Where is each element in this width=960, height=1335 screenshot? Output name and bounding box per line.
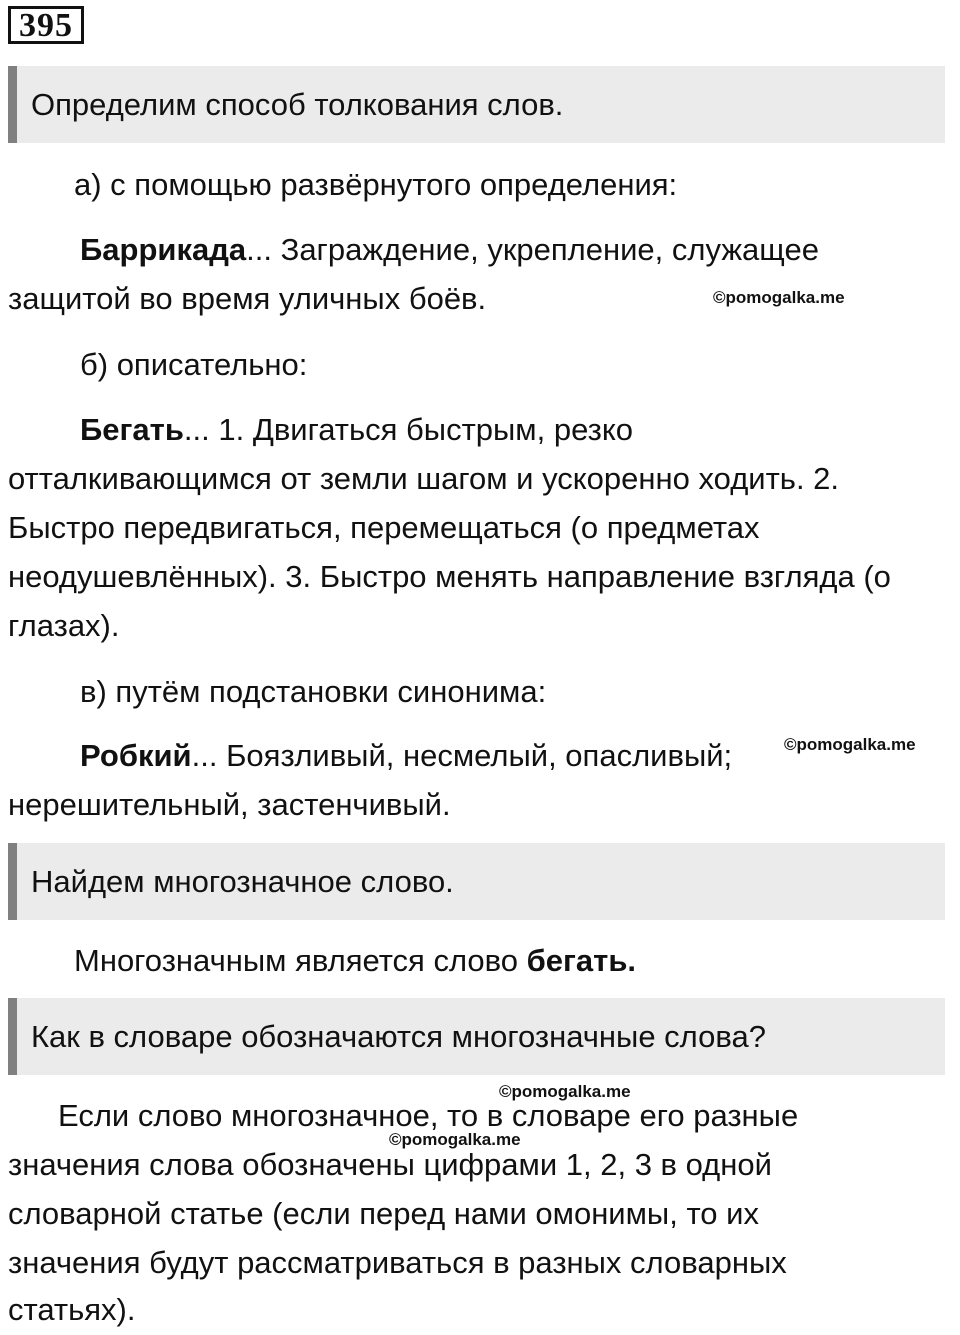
method-b-label: б) описательно:: [80, 347, 308, 382]
dictionary-answer-line5: статьях).: [8, 1292, 136, 1327]
task-number: 395: [8, 6, 84, 44]
term-begat: Бегать: [80, 412, 184, 447]
method-a-label: а) с помощью развёрнутого определения:: [74, 167, 678, 202]
definition-barrikada-text1: ... Заграждение, укрепление, служащее: [246, 232, 819, 267]
term-robkiy: Робкий: [80, 738, 192, 773]
definition-barrikada-line2: защитой во время уличных боёв.: [8, 281, 487, 316]
dictionary-answer-line4: значения будут рассматриваться в разных словарных: [8, 1245, 787, 1280]
answer-prefix: Многозначным является слово: [74, 943, 527, 978]
definition-robkiy-line2: нерешительный, застенчивый.: [8, 787, 451, 822]
definition-begat-line1: [8, 405, 960, 454]
answer-suffix: .: [627, 943, 637, 978]
answer-word: бегать: [526, 943, 628, 978]
dictionary-answer-line2: значения слова обозначены цифрами 1, 2, 3 в одной: [8, 1147, 772, 1182]
definition-begat-line3: Быстро передвигаться, перемещаться (о предметах: [8, 510, 760, 545]
definition-begat-text1: ... 1. Двигаться быстрым, резко: [183, 412, 634, 447]
watermark: ©pomogalka.me: [389, 1130, 521, 1149]
definition-begat-line2: отталкивающимся от земли шагом и ускоренно ходить. 2.: [8, 461, 840, 496]
section-header-polysemous: Найдем многозначное слово.: [8, 843, 945, 920]
watermark: ©pomogalka.me: [713, 288, 845, 307]
polysemous-answer: [8, 936, 960, 985]
definition-barrikada-line1: [8, 225, 960, 274]
method-c-label: в) путём подстановки синонима:: [80, 674, 547, 709]
definition-begat-line5: глазах).: [8, 608, 120, 643]
section-header-interpretation: Определим способ толкования слов.: [8, 66, 945, 143]
term-barrikada: Баррикада: [80, 232, 247, 267]
definition-begat-line4: неодушевлённых). 3. Быстро менять направление взгляда (о: [8, 559, 891, 594]
definition-robkiy-text1: ... Боязливый, несмелый, опасливый;: [191, 738, 733, 773]
section-header-dictionary: Как в словаре обозначаются многозначные слова?: [8, 998, 945, 1075]
dictionary-answer-line1: Если слово многозначное, то в словаре его разные: [58, 1098, 799, 1133]
watermark: ©pomogalka.me: [499, 1082, 631, 1101]
dictionary-answer-line3: словарной статье (если перед нами омонимы, то их: [8, 1196, 759, 1231]
watermark: ©pomogalka.me: [784, 735, 916, 754]
